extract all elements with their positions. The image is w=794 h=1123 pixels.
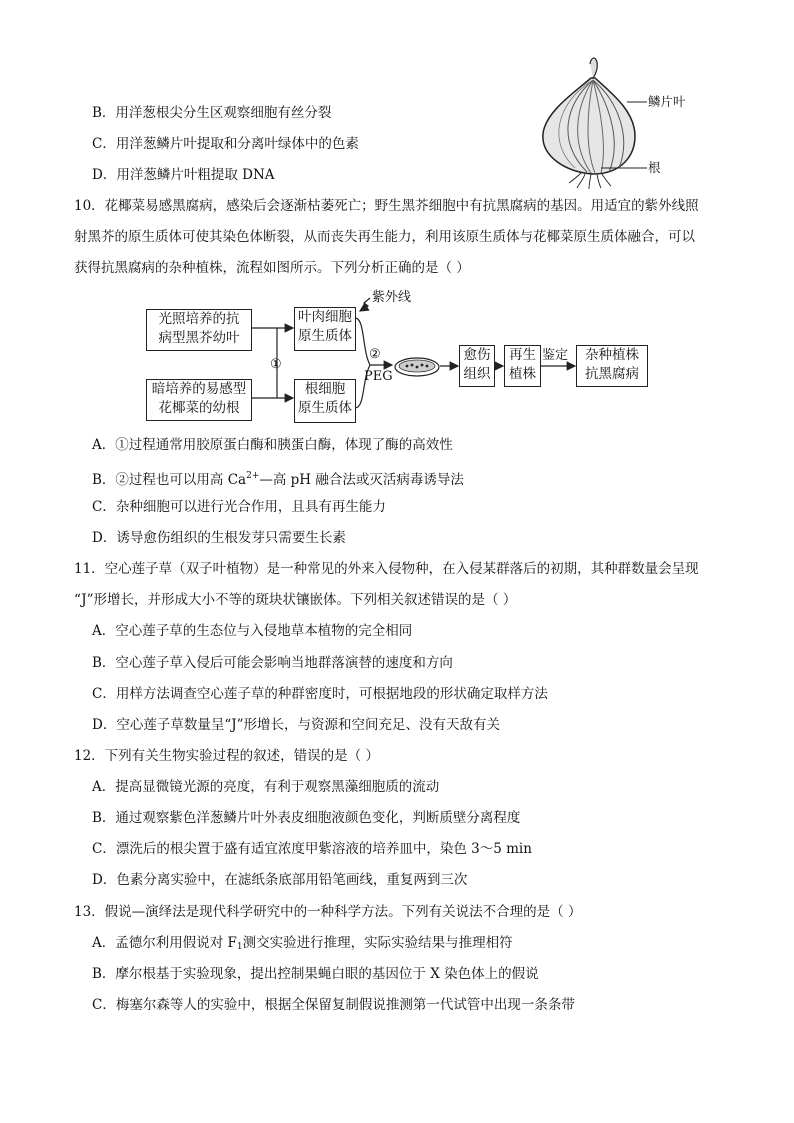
q10-option-c: C．杂种细胞可以进行光合作用，且具有再生能力: [92, 499, 386, 515]
box-black-mustard-leaf: [146, 309, 252, 351]
q12-option-a: A．提高显微镜光源的亮度，有利于观察黑藻细胞质的流动: [92, 779, 440, 795]
q13-stem: 13．假说—演绎法是现代科学研究中的一种科学方法。下列有关说法不合理的是（ ）: [74, 904, 582, 920]
box-hybrid-plant-line1: 杂种植株: [585, 347, 639, 363]
q10-option-b-sup: 2+: [246, 471, 260, 481]
box-cauliflower-root: [146, 379, 252, 421]
q11-stem-line2: “J”形增长，并形成大小不等的斑块状镶嵌体。下列相关叙述错误的是（ ）: [74, 592, 517, 608]
q12-option-d: D．色素分离实验中，在滤纸条底部用铅笔画线，重复两到三次: [92, 872, 468, 888]
q10-option-a: A．①过程通常用胶原蛋白酶和胰蛋白酶，体现了酶的高效性: [92, 437, 453, 453]
box-mesophyll-protoplast-line2: 原生质体: [298, 328, 352, 344]
step-2-label: ②: [369, 347, 381, 362]
q10-option-d: D．诱导愈伤组织的生根发芽只需要生长素: [92, 530, 346, 546]
q10-option-b-post: —高 pH 融合法或灭活病毒诱导法: [259, 472, 464, 488]
box-regenerated-plant: [504, 345, 541, 387]
label-scale-leaf: 鳞片叶: [648, 94, 686, 109]
q12-option-b: B．通过观察紫色洋葱鳞片叶外表皮细胞液颜色变化，判断质壁分离程度: [92, 810, 521, 826]
box-mesophyll-protoplast-line1: 叶肉细胞: [298, 309, 352, 325]
box-cauliflower-root-line2: 花椰菜的幼根: [158, 400, 240, 416]
box-hybrid-plant: [576, 345, 648, 387]
step-1-label: ①: [270, 357, 282, 372]
box-black-mustard-leaf-line1: 光照培养的抗: [158, 311, 240, 327]
q10-option-b-pre: B．②过程也可以用高 Ca: [92, 472, 247, 488]
q10-stem-line1: 10．花椰菜易感黑腐病，感染后会逐渐枯萎死亡；野生黑芥细胞中有抗黑腐病的基因。用适宜的紫外线照: [74, 198, 699, 214]
box-callus-line2: 组织: [463, 366, 491, 382]
box-regenerated-plant-line1: 再生: [509, 347, 536, 363]
q12-option-c: C．漂洗后的根尖置于盛有适宜浓度甲紫溶液的培养皿中，染色 3～5 min: [92, 841, 532, 857]
q13-option-b: B．摩尔根基于实验现象，提出控制果蝇白眼的基因位于 X 染色体上的假说: [92, 966, 539, 982]
q12-stem: 12．下列有关生物实验过程的叙述，错误的是（ ）: [74, 748, 379, 764]
q11-option-a: A．空心莲子草的生态位与入侵地草本植物的完全相同: [92, 623, 413, 639]
q13-option-a-post: 测交实验进行推理，实际实验结果与推理相符: [242, 935, 513, 951]
box-callus: [459, 345, 495, 387]
box-callus-line1: 愈伤: [463, 347, 491, 363]
box-hybrid-plant-line2: 抗黑腐病: [585, 366, 639, 382]
q11-option-c: C．用样方法调查空心莲子草的种群密度时，可根据地段的形状确定取样方法: [92, 686, 548, 702]
label-root: 根: [648, 160, 661, 175]
q9-option-c: C．用洋葱鳞片叶提取和分离叶绿体中的色素: [92, 136, 359, 152]
q11-option-d: D．空心莲子草数量呈“J”形增长，与资源和空间充足、没有天敌有关: [92, 717, 501, 733]
q13-option-a-sub: 1: [236, 942, 243, 952]
peg-label: PEG: [364, 369, 393, 384]
q9-option-b: B．用洋葱根尖分生区观察细胞有丝分裂: [92, 105, 332, 121]
box-root-protoplast-line2: 原生质体: [298, 400, 352, 416]
box-cauliflower-root-line1: 暗培养的易感型: [151, 381, 247, 397]
box-root-protoplast-line1: 根细胞: [304, 381, 346, 397]
q11-stem-line1: 11．空心莲子草（双子叶植物）是一种常见的外来入侵物种，在入侵某群落后的初期，其种群数量会呈现: [74, 561, 699, 577]
box-regenerated-plant-line2: 植株: [509, 366, 536, 382]
q10-stem-line2: 射黑芥的原生质体可使其染色体断裂，从而丧失再生能力，利用该原生质体与花椰菜原生质体融合，可以: [74, 229, 695, 245]
box-mesophyll-protoplast: [294, 307, 356, 351]
box-root-protoplast: [294, 379, 356, 423]
uv-label: 紫外线: [372, 290, 412, 305]
q9-option-d: D．用洋葱鳞片叶粗提取 DNA: [92, 167, 275, 183]
q10-option-b: [92, 467, 464, 489]
q11-option-b: B．空心莲子草入侵后可能会影响当地群落演替的速度和方向: [92, 655, 453, 671]
q13-option-a-pre: A．孟德尔利用假说对 F: [92, 935, 237, 951]
q13-option-a: [92, 934, 513, 956]
identify-label: 鉴定: [542, 348, 569, 363]
q10-stem-line3: 获得抗黑腐病的杂种植株，流程如图所示。下列分析正确的是（ ）: [74, 260, 470, 276]
box-black-mustard-leaf-line2: 病型黑芥幼叶: [158, 330, 240, 346]
q13-option-c: C．梅塞尔森等人的实验中，根据全保留复制假说推测第一代试管中出现一条条带: [92, 997, 575, 1013]
